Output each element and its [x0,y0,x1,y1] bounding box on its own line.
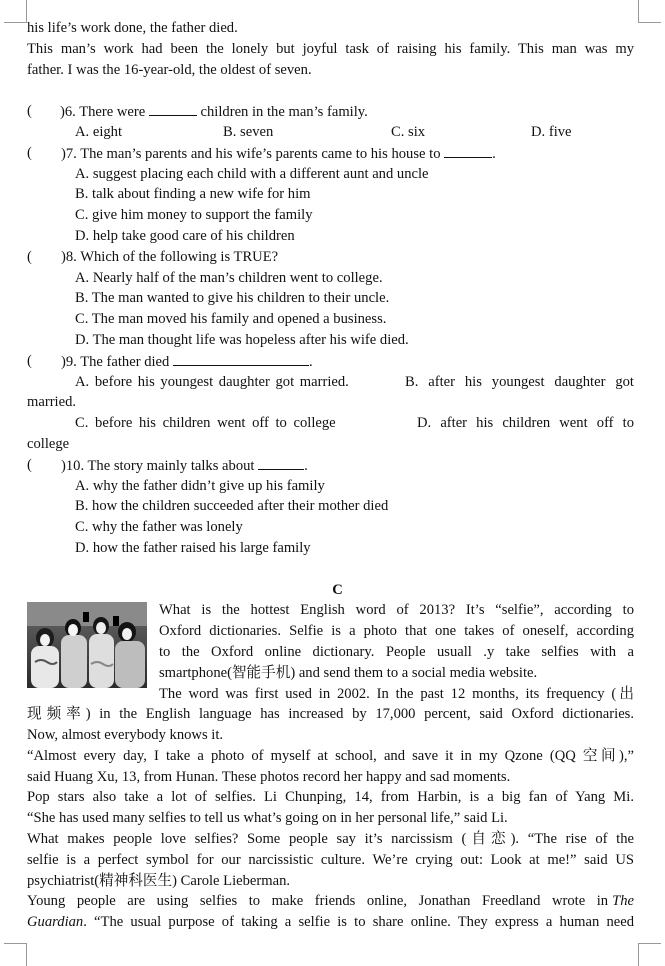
spacer [27,559,634,580]
paragraph-line: What makes people love selfies? Some people say it’s narcissism (自恋). “The rise of the [27,831,634,848]
answer-bracket[interactable]: ( [27,352,32,369]
question-stem [61,351,634,372]
question-6 [27,101,634,122]
paragraph-line: “She has used many selfies to tell us what’s going on in her personal life,” said Li. [27,810,508,827]
option-b-continued: married. [27,394,77,411]
answer-bracket[interactable]: ( [27,144,32,161]
paragraph-line: The word was first used in 2002. In the past 12 months, its frequency (出 [159,685,634,702]
newspaper-name-part-2: Guardian [27,914,84,931]
answer-blank[interactable] [444,143,492,158]
question-stem [60,101,634,122]
paragraph-line: “Almost every day, I take a photo of myself at school, and save it in my Qzone (QQ 空间),” [27,747,634,764]
option-b[interactable]: B. seven [223,123,274,140]
document-page [27,18,634,933]
newspaper-name-part-1: The [612,893,634,910]
question-6-options [27,122,634,143]
section-c-body [27,600,634,933]
option-d[interactable]: D. after his children went off to [417,415,634,432]
question-10 [27,455,634,476]
option-c[interactable]: C. six [391,123,426,140]
option-d[interactable]: D. help take good care of his children [75,227,295,244]
paragraph-line: said Huang Xu, 13, from Hunan. These photos record her happy and sad moments. [27,768,511,785]
paragraph-line: Oxford dictionaries. Selfie is a photo that one takes of oneself, according [159,623,634,640]
answer-blank[interactable] [173,351,309,366]
paragraph-line-guardian [27,891,634,912]
option-d[interactable]: D. five [531,123,572,140]
question-9 [27,351,634,372]
option-a[interactable]: A. eight [75,123,123,140]
paragraph-line: 现频率) in the English language has increased by 17,000 percent, said Oxford dictionaries. [27,706,634,723]
stem-text-end: children in the man’s family. [200,104,368,121]
intro-line-1: his life’s work done, the father died. [27,20,238,36]
option-a[interactable]: A. before his youngest daughter got married. [75,373,349,390]
option-c[interactable]: C. give him money to support the family [75,207,313,224]
option-b[interactable]: B. The man wanted to give his children to their uncle. [75,290,390,307]
spacer [27,80,634,101]
selfie-photo-icon [27,602,147,688]
question-stem [61,143,634,164]
corner-mark-top-left [4,0,27,23]
question-9-options-row-1 [27,372,634,393]
paragraph-text: Young people are using selfies to make friends online, Jonathan Freedland wrote in [27,893,609,910]
question-stem: )8. Which of the following is TRUE? [61,248,279,265]
answer-bracket[interactable]: ( [27,456,32,473]
paragraph-line: smartphone(智能手机) and send them to a social media website. [159,664,538,681]
section-c-title: C [332,581,343,598]
option-b[interactable]: B. talk about finding a new wife for him [75,186,311,203]
question-9-options-row-2 [27,413,634,434]
question-8 [27,247,634,268]
paragraph-line-guardian-2 [27,912,634,933]
option-d-continued: college [27,435,70,452]
paragraph-line: selfie is a perfect symbol for our narcissistic culture. We’re crying out: Look at me!” said US [27,851,634,868]
stem-text-end: . [308,353,313,370]
stem-text: )10. The story mainly talks about [61,457,255,474]
intro-line-2: This man’s work had been the lonely but joyful task of raising his family. This man was my [27,40,634,57]
question-7 [27,143,634,164]
option-c[interactable]: C. why the father was lonely [75,519,243,536]
answer-blank[interactable] [149,101,197,116]
answer-bracket[interactable]: ( [27,103,32,120]
answer-bracket[interactable]: ( [27,248,32,265]
paragraph-line: to the Oxford online dictionary. People usuall .y take selfies with a [159,643,634,660]
option-b[interactable]: B. how the children succeeded after their mother died [75,498,389,515]
option-d[interactable]: D. how the father raised his large family [75,539,311,556]
option-d[interactable]: D. The man thought life was hopeless after his wife died. [75,331,409,348]
intro-line-3: father. I was the 16-year-old, the oldest of seven. [27,61,312,78]
corner-mark-top-right [638,0,661,23]
stem-text-end: . [304,457,308,474]
corner-mark-bottom-right [638,943,661,966]
paragraph-line: Now, almost everybody knows it. [27,727,224,744]
stem-text-end: . [492,145,496,162]
option-c[interactable]: C. before his children went off to college [75,415,336,432]
paragraph-text: . “The usual purpose of taking a selfie is to share online. They express a human need [83,914,634,931]
option-b[interactable]: B. after his youngest daughter got [405,373,634,390]
stem-text: )7. The man’s parents and his wife’s parents came to his house to [61,145,441,162]
option-c[interactable]: C. The man moved his family and opened a business. [75,311,387,328]
option-a[interactable]: A. Nearly half of the man’s children went to college. [75,269,383,286]
corner-mark-bottom-left [4,943,27,966]
option-a[interactable]: A. suggest placing each child with a different aunt and uncle [75,165,429,182]
option-a[interactable]: A. why the father didn’t give up his family [75,477,325,494]
paragraph-line: Pop stars also take a lot of selfies. Li Chunping, 14, from Harbin, is a big fan of Yang Mi. [27,789,634,806]
paragraph-line: psychiatrist(精神科医生) Carole Lieberman. [27,872,291,889]
answer-blank[interactable] [258,455,304,470]
stem-text: )6. There were [60,104,146,121]
selfie-photo-illustration [27,602,147,688]
stem-text: )9. The father died [61,353,170,370]
paragraph-line: What is the hottest English word of 2013? It’s “selfie”, according to [159,602,634,619]
question-stem [61,455,634,476]
